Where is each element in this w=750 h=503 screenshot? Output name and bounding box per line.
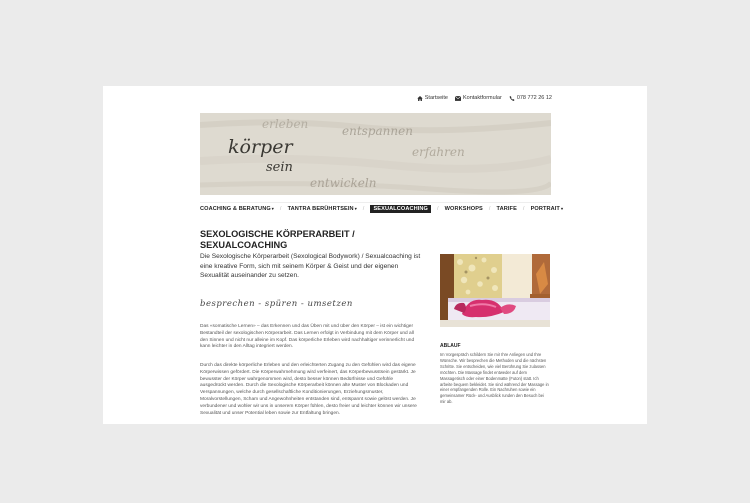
body-paragraph-2: Durch das direkte körperliche Erleben und den erleichterten Zugang zu den Gefühlen wird das eigene Körperwissen gefördert. Die Körperwahrnehmung wird verfeinert, das Körperbewusstsein gestärkt. Je bewusster der Körper wahrgenommen wird, desto besser können Bedürfnisse und Gefühle ausgedrückt werden. Durch die Sexologische Körperarbeit können alte Muster von Blockaden und Verspannungen, welche durch gesellschaftliche Konditionierungen, Erziehungsmuster, Moralvorstellungen, Scham und Angewohnheiten entstanden sind, entspannt sowie gelöst werden. Je verbundener und wohler wir uns in unserem Körper fühlen, desto freier und leichter können wir unsere Sexualität und unser Potential leben sowie zur Entfaltung bringen. — [200, 363, 417, 416]
handwritten-motto — [200, 295, 430, 311]
body-paragraph-1: Das «somatische Lernen» – das Erkennen und das Üben mit und über den Körper – ist ein wichtiger Bestandteil der sexologischen Körperarbeit. Das Lernen erfolgt in Verbindung mit dem Körper und all den Sinnen und nicht nur alleine im Kopf. Das körperliche Erleben wird nachhaltiger verinnerlicht und kann leichter in den Alltag integriert werden. — [200, 324, 415, 350]
envelope-icon — [455, 96, 461, 101]
home-link-label: Startseite — [424, 95, 448, 101]
massage-room-photo — [440, 254, 550, 327]
banner-word-erleben: erleben — [262, 117, 309, 131]
nav-tantra-beruehrtsein[interactable]: TANTRA BERÜHRTSEIN▾ — [287, 206, 357, 212]
home-icon — [417, 96, 423, 101]
logo-line-sein: sein — [266, 160, 293, 175]
phone-number: 078 772 26 12 — [516, 95, 552, 101]
intro-text: Die Sexologische Körperarbeit (Sexological Bodywork) / Sexualcoaching ist eine kreative Form, sich mit seinem Körper & Geist und der eigenen Sexualität auseinander zu setzen. — [200, 253, 421, 280]
nav-tarife[interactable]: TARIFE — [496, 206, 517, 212]
logo-line-koerper: körper — [228, 136, 293, 158]
page-title: SEXOLOGISCHE KÖRPERARBEIT / SEXUALCOACHING — [200, 229, 355, 250]
header-banner — [200, 113, 551, 195]
ablauf-text: Im Vorgespräch schildern Sie mir Ihre Anliegen und Ihre Wünsche. Wir besprechen die Methoden und die nächsten Schritte. Sie entscheiden, wie viel Berührung Sie zulassen möchten. Die Massage findet entweder auf dem Massagetisch oder einer Bodenmatte (Futon) statt. Ich arbeite bequem bekleidet. Sie sind während der Massage in einer empfangenden Rolle. Ein Nachruhen sowie ein gemeinsamer Rück- und Ausblick runden den Besuch bei mir ab. — [440, 352, 549, 405]
nav-workshops[interactable]: WORKSHOPS — [444, 206, 483, 212]
nav-divider — [200, 202, 551, 203]
nav-coaching-beratung[interactable]: COACHING & BERATUNG▾ — [200, 206, 274, 212]
chevron-down-icon: ▾ — [560, 206, 564, 211]
banner-word-erfahren: erfahren — [412, 145, 465, 159]
chevron-down-icon: ▾ — [271, 206, 274, 211]
banner-word-entwickeln: entwickeln — [310, 176, 377, 190]
nav-separator: / — [488, 206, 491, 212]
top-links — [417, 95, 552, 101]
nav-sexualcoaching[interactable]: SEXUALCOACHING — [370, 205, 431, 213]
phone-link[interactable] — [509, 95, 552, 101]
ablauf-heading: ABLAUF — [440, 343, 461, 349]
banner-word-entspannen: entspannen — [342, 124, 413, 138]
home-link[interactable] — [417, 95, 448, 101]
nav-separator: / — [279, 206, 282, 212]
contact-link-label: Kontaktformular — [462, 95, 502, 101]
phone-icon — [509, 96, 515, 101]
svg-text:besprechen - spüren - umsetzen: besprechen - spüren - umsetzen — [200, 299, 353, 309]
nav-separator: / — [437, 206, 439, 212]
nav-portrait[interactable]: PORTRAIT▾ — [530, 206, 564, 212]
contact-link[interactable] — [455, 95, 502, 101]
browser-page — [103, 86, 647, 424]
main-nav — [200, 205, 564, 213]
chevron-down-icon: ▾ — [354, 206, 357, 211]
nav-separator: / — [522, 206, 525, 212]
nav-separator: / — [362, 206, 365, 212]
